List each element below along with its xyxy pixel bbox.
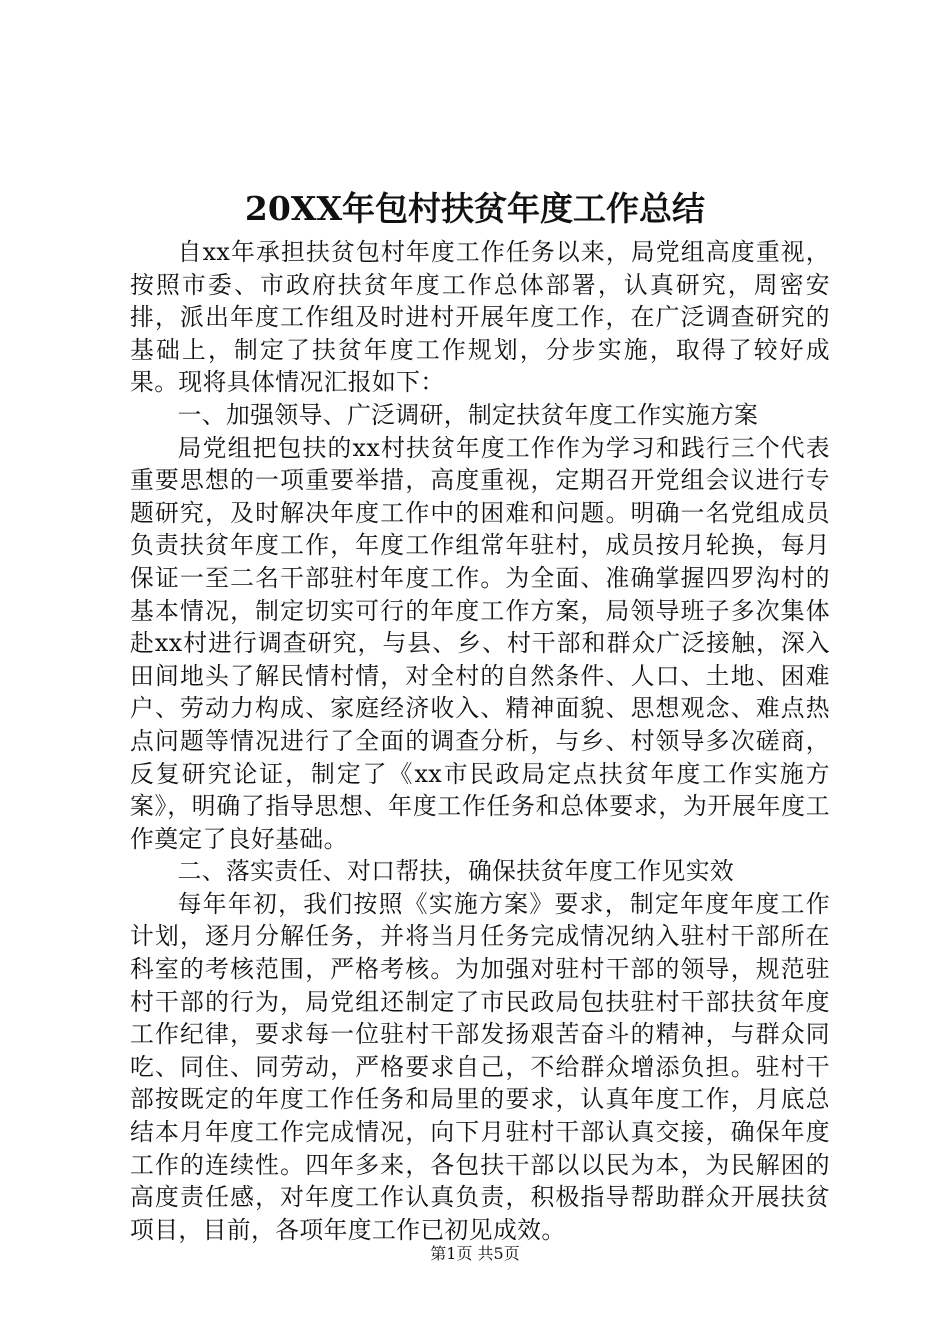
- section-heading-2: 二、落实责任、对口帮扶，确保扶贫年度工作见实效: [177, 857, 735, 886]
- intro-paragraph: 自xx年承担扶贫包村年度工作任务以来，局党组高度重视，按照市委、市政府扶贫年度工作总体部署，认真研究，周密安排，派出年度工作组及时进村开展年度工作，在广泛调查研究的基础上，制定了扶贫年度工作规划，分步实施，取得了较好成果。现将具体情况汇报如下：: [130, 238, 830, 397]
- page-footer: 第1页 共5页: [430, 1244, 520, 1263]
- document-title: 20XX年包村扶贫年度工作总结: [244, 189, 706, 228]
- section-heading-1: 一、加强领导、广泛调研，制定扶贫年度工作实施方案: [177, 400, 759, 429]
- document-body: [130, 236, 830, 1246]
- section-2-paragraph: 每年年初，我们按照《实施方案》要求，制定年度年度工作计划，逐月分解任务，并将当月任务完成情况纳入驻村干部所在科室的考核范围，严格考核。为加强对驻村干部的领导，规范驻村干部的行为，局党组还制定了市民政局包扶驻村干部扶贫年度工作纪律，要求每一位驻村干部发扬艰苦奋斗的精神，与群众同吃、同住、同劳动，严格要求自己，不给群众增添负担。驻村干部按既定的年度工作任务和局里的要求，认真年度工作，月底总结本月年度工作完成情况，向下月驻村干部认真交接，确保年度工作的连续性。四年多来，各包扶干部以以民为本，为民解困的高度责任感，对年度工作认真负责，积极指导帮助群众开展扶贫项目，目前，各项年度工作已初见成效。: [130, 889, 830, 1244]
- section-1-paragraph: 局党组把包扶的xx村扶贫年度工作作为学习和践行三个代表重要思想的一项重要举措，高度重视，定期召开党组会议进行专题研究，及时解决年度工作中的困难和问题。明确一名党组成员负责扶贫年度工作，年度工作组常年驻村，成员按月轮换，每月保证一至二名干部驻村年度工作。为全面、准确掌握四罗沟村的基本情况，制定切实可行的年度工作方案，局领导班子多次集体赴xx村进行调查研究，与县、乡、村干部和群众广泛接触，深入田间地头了解民情村情，对全村的自然条件、人口、土地、困难户、劳动力构成、家庭经济收入、精神面貌、思想观念、难点热点问题等情况进行了全面的调查分析，与乡、村领导多次磋商，反复研究论证，制定了《xx市民政局定点扶贫年度工作实施方案》，明确了指导思想、年度工作任务和总体要求，为开展年度工作奠定了良好基础。: [130, 433, 830, 853]
